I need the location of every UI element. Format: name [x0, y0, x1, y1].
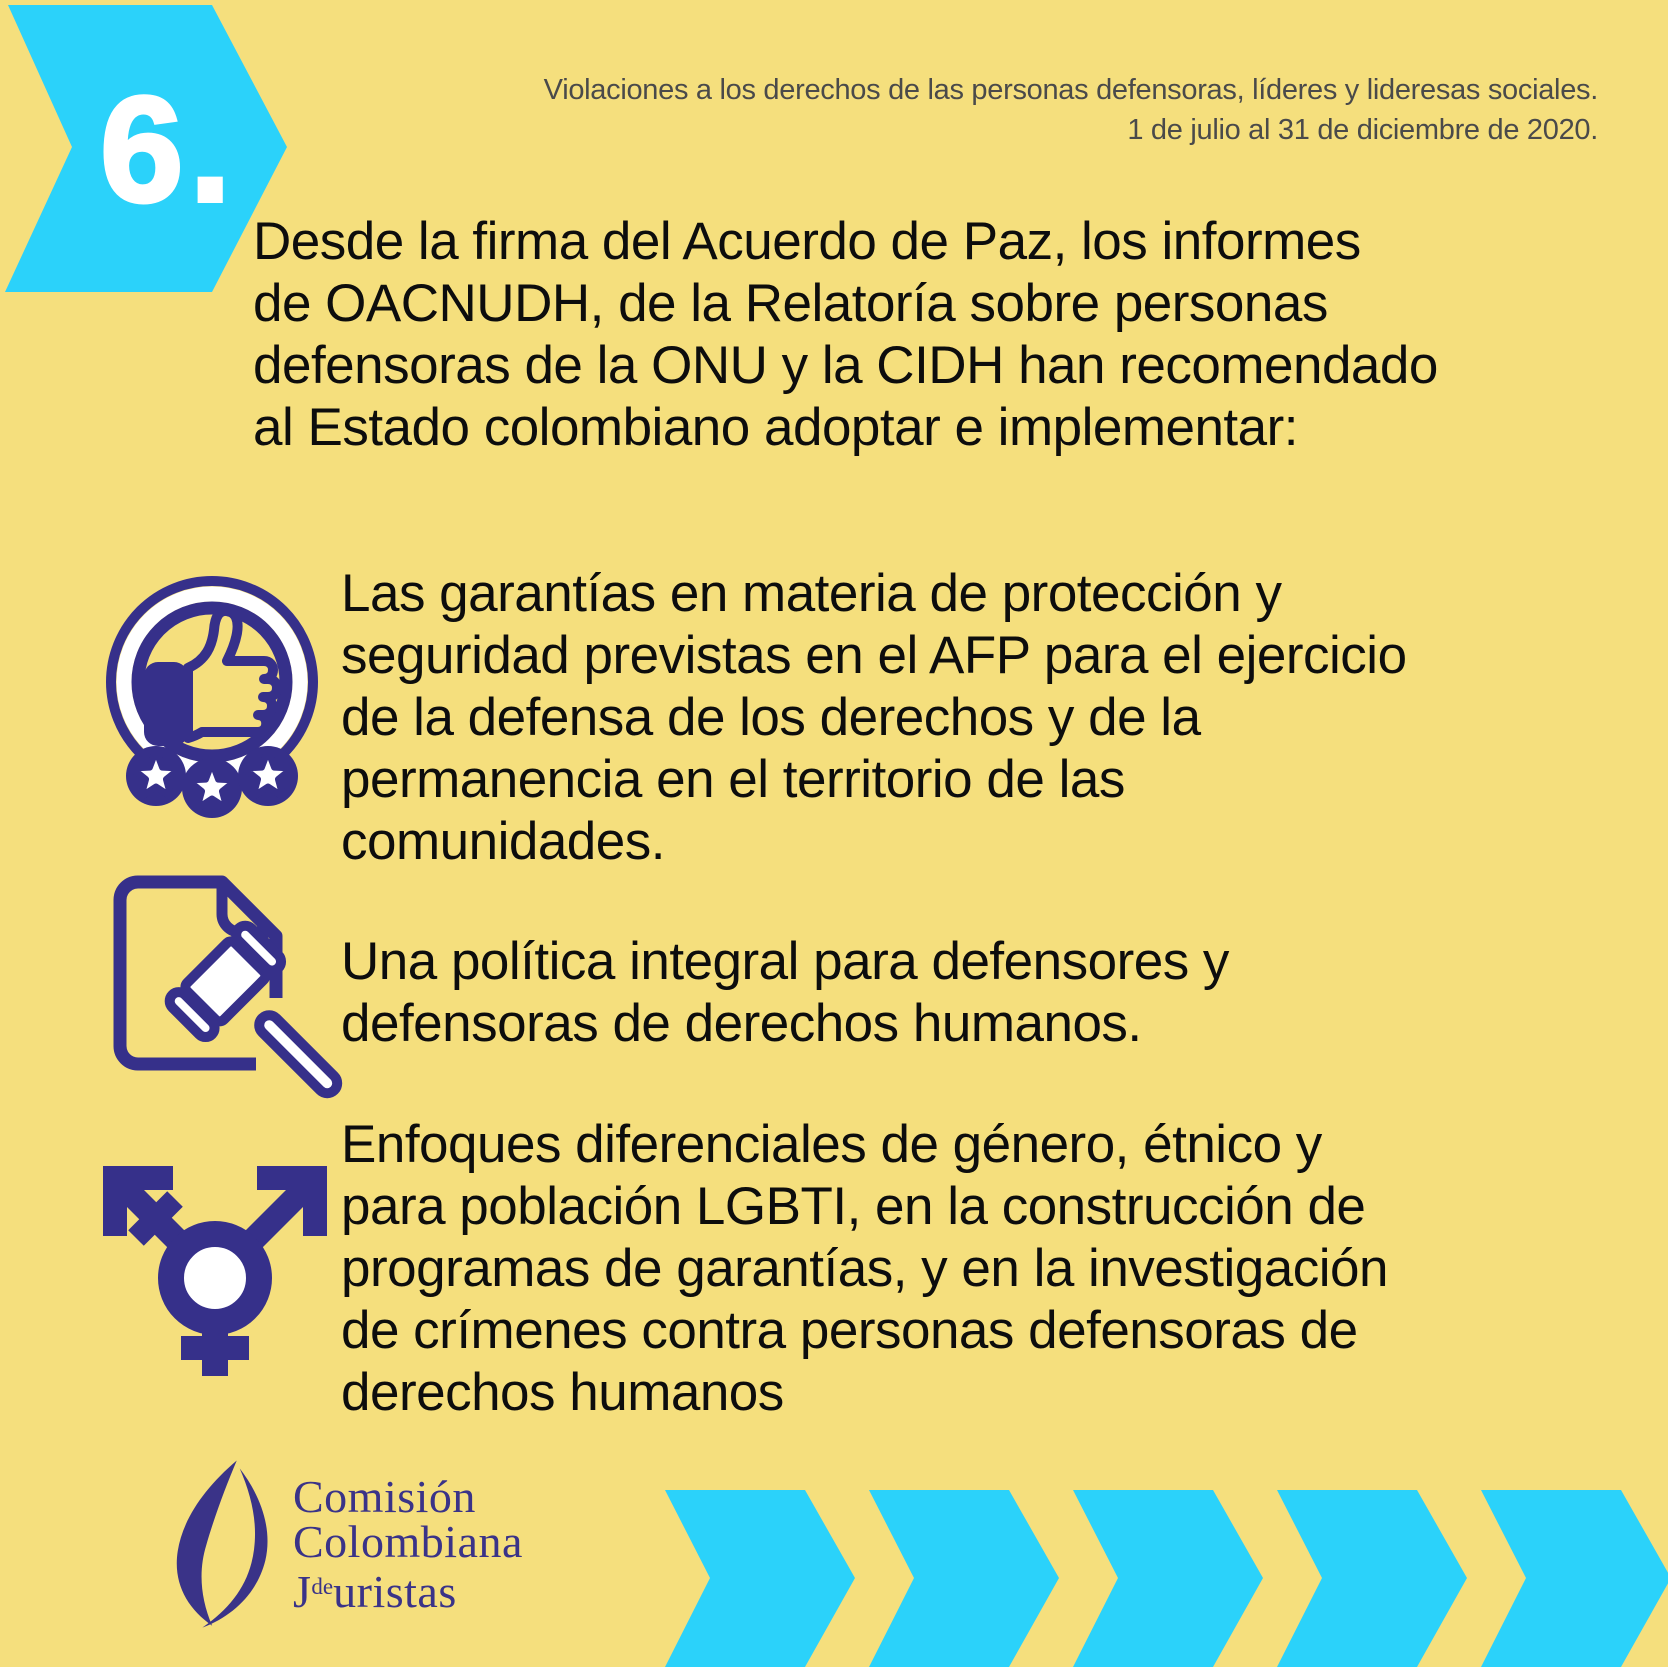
item3-line: para población LGBTI, en la construcción de: [341, 1177, 1366, 1236]
item1-line: permanencia en el territorio de las: [341, 750, 1125, 809]
intro-line: Desde la firma del Acuerdo de Paz, los informes: [253, 212, 1361, 271]
intro-paragraph: [253, 211, 1438, 459]
header-line-2: 1 de julio al 31 de diciembre de 2020.: [1127, 114, 1598, 146]
document-gavel-icon: [106, 868, 331, 1103]
header-line-1: Violaciones a los derechos de las personas defensoras, líderes y lideresas sociales.: [543, 74, 1598, 106]
item3-text: [341, 1114, 1388, 1424]
report-header: [544, 70, 1598, 150]
flame-logo-icon: [163, 1460, 281, 1638]
item2-line: defensoras de derechos humanos.: [341, 994, 1142, 1053]
item3-line: programas de garantías, y en la investigación: [341, 1239, 1388, 1298]
ccj-logo: [163, 1460, 523, 1638]
transgender-symbol-icon: [95, 1156, 335, 1381]
logo-line-2: Colombiana: [293, 1516, 523, 1567]
item1-text: [341, 563, 1407, 873]
item3-line: Enfoques diferenciales de género, étnico y: [341, 1115, 1322, 1174]
ccj-logo-text: [293, 1471, 523, 1638]
item1-line: comunidades.: [341, 812, 665, 871]
intro-line: al Estado colombiano adoptar e implementar:: [253, 398, 1298, 457]
intro-line: defensoras de la ONU y la CIDH han recomendado: [253, 336, 1438, 395]
item1-line: seguridad previstas en el AFP para el ejercicio: [341, 626, 1407, 685]
item3-line: de crímenes contra personas defensoras de: [341, 1301, 1358, 1360]
intro-line: de OACNUDH, de la Relatoría sobre personas: [253, 274, 1328, 333]
item3-line: derechos humanos: [341, 1363, 784, 1422]
item1-line: Las garantías en materia de protección y: [341, 564, 1282, 623]
item2-text: [341, 931, 1229, 1055]
section-number: 6.: [100, 65, 238, 233]
item1-line: de la defensa de los derechos y de la: [341, 688, 1201, 747]
logo-line-1: Comisión: [293, 1471, 476, 1522]
thumbs-up-badge-icon: [96, 570, 330, 814]
chevron-row-decoration: [655, 1490, 1668, 1667]
logo-line-3: $J^{de}uristas$: [293, 1566, 457, 1617]
item2-line: Una política integral para defensores y: [341, 932, 1229, 991]
